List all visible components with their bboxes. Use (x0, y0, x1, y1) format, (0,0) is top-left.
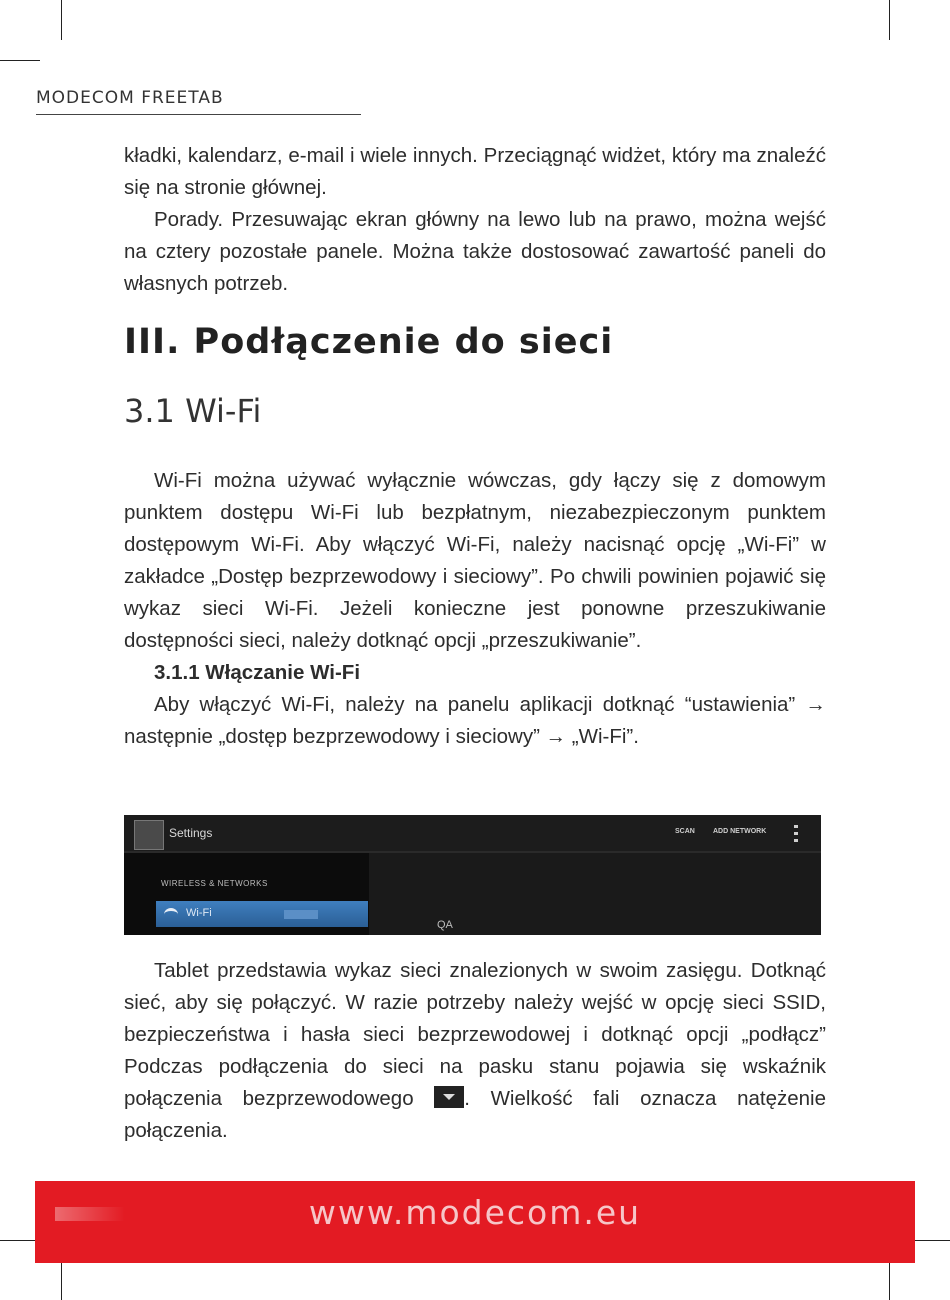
subsection-title: 3.1 Wi-Fi (124, 392, 262, 430)
intro-paragraph-2: Porady. Przesuwając ekran główny na lewo lub na prawo, można wejść na cztery pozostałe panele. Można także dostosować zawartość paneli do własnych potrzeb. (124, 208, 826, 295)
settings-screenshot (124, 815, 821, 935)
crop-mark (61, 1262, 62, 1300)
footer-url: www.modecom.eu (308, 1193, 642, 1232)
crop-mark (889, 0, 890, 40)
closing-text-part1: Tablet przedstawia wykaz sieci znalezionych w swoim zasięgu. Dotknąć sieć, aby się połączyć. W razie potrzeby należy wejść w opcję sieci SSID, bezpieczeństwa i hasła sieci bezprzewodowej i dotknąć opcji „podłącz” Podczas podłączenia do sieci na pasku stanu pojawia się wskaźnik połączenia bezprzewodowego (124, 959, 826, 1110)
closing-paragraph (124, 955, 826, 1147)
crop-mark (0, 1240, 40, 1241)
wireless-networks-label: WIRELESS & NETWORKS (161, 879, 268, 888)
crop-mark (889, 1262, 890, 1300)
wifi-instruction: Aby włączyć Wi-Fi, należy na panelu aplikacji dotknąć “ustawienia” → następnie „dostęp bezprzewodowy i sieciowy” → „Wi-Fi”. (124, 693, 826, 748)
crop-mark (0, 60, 40, 61)
wifi-text (124, 465, 826, 753)
wifi-toggle (284, 910, 318, 919)
network-name: QA (437, 919, 453, 931)
intro-paragraph-1: kładki, kalendarz, e-mail i wiele innych. Przeciągnąć widżet, który ma znaleźć się na stronie głównej. (124, 144, 826, 199)
crop-mark (910, 1240, 950, 1241)
wifi-paragraph: Wi-Fi można używać wyłącznie wówczas, gdy łączy się z domowym punktem dostępu Wi-Fi lub bezpłatnym, niezabezpieczonym punktem dostępowym Wi-Fi. Aby włączyć Wi-Fi, należy nacisnąć opcję „Wi-Fi” w zakładce „Dostęp bezprzewodowy i sieciowy”. Po chwili powinien pojawić się wykaz sieci Wi-Fi. Jeżeli konieczne jest ponowne przeszukiwanie dostępności sieci, należy dotknąć opcji „przeszukiwanie”. (124, 469, 826, 652)
settings-title: Settings (169, 826, 213, 840)
closing-text (124, 955, 826, 1147)
running-header: MODECOM FREETAB (36, 88, 361, 115)
wifi-status-icon (434, 1086, 464, 1108)
section-title: III. Podłączenie do sieci (124, 322, 614, 362)
footer-bar (35, 1181, 915, 1263)
wifi-icon (164, 908, 178, 921)
settings-icon (134, 820, 164, 850)
wifi-subheading: 3.1.1 Włączanie Wi-Fi (154, 661, 361, 684)
action-bar (124, 815, 821, 853)
wifi-menu-item (156, 901, 368, 927)
add-network-button: ADD NETWORK (713, 828, 767, 835)
closing-text-part2: . Wielkość fali oznacza natężenie połączenia. (124, 1087, 826, 1142)
wifi-item-label: Wi-Fi (186, 907, 212, 919)
crop-mark (61, 0, 62, 40)
scan-button: SCAN (675, 828, 695, 835)
intro-text (124, 140, 826, 300)
overflow-menu-icon (794, 825, 798, 843)
